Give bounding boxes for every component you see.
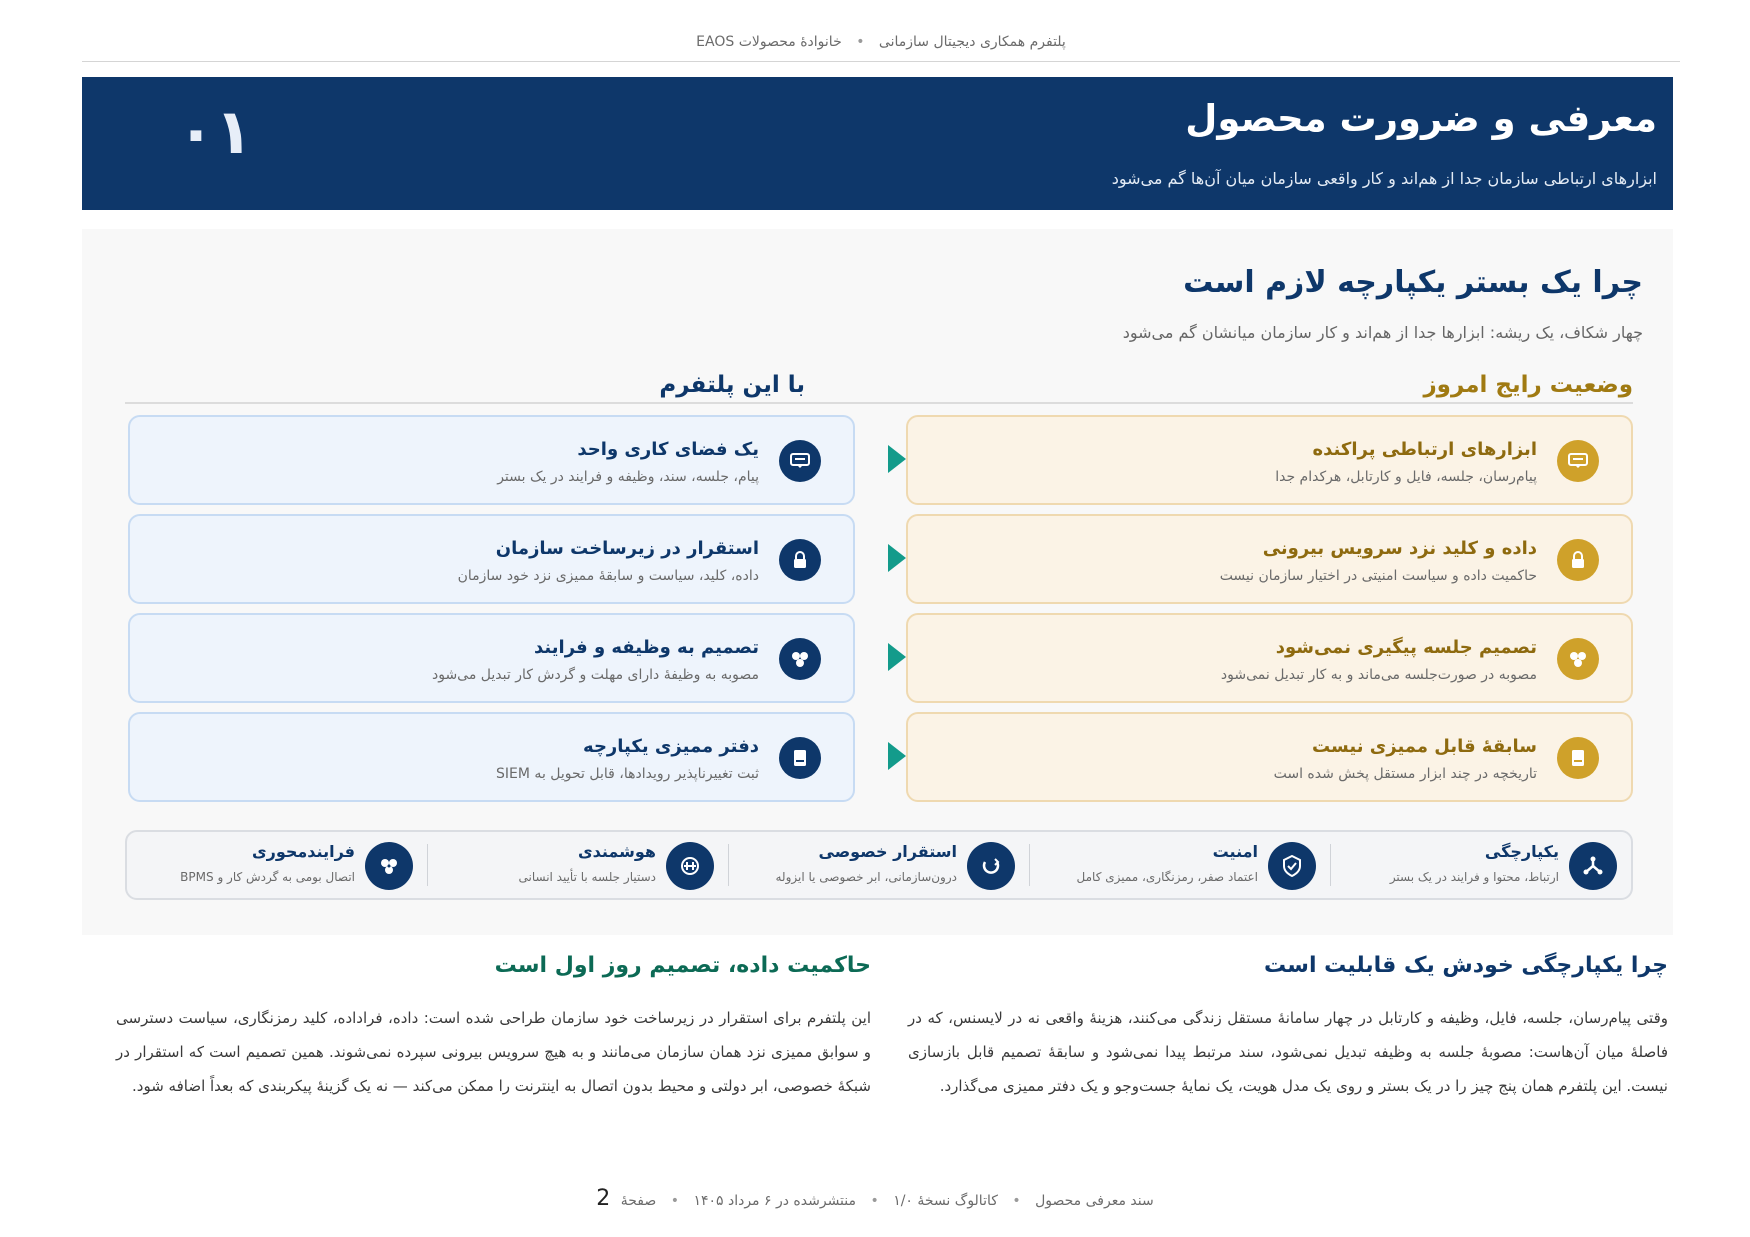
- feature-divider: [1330, 844, 1331, 886]
- row-title: تصمیم به وظیفه و فرایند: [534, 637, 759, 658]
- feature-divider: [1029, 844, 1030, 886]
- section-banner: [82, 77, 1673, 210]
- feature-desc: اعتماد صفر، رمزنگاری، ممیزی کامل: [1076, 870, 1258, 884]
- current-row: [906, 514, 1633, 604]
- process-icon: [365, 842, 413, 890]
- running-head: [82, 28, 1680, 62]
- ai-icon: [666, 842, 714, 890]
- feature-desc: دستیار جلسه با تأیید انسانی: [518, 870, 656, 884]
- platform-row: [128, 613, 855, 703]
- article-title: چرا یکپارچگی خودش یک قابلیت است: [1264, 953, 1668, 978]
- heading-divider: [125, 402, 1633, 404]
- chat-icon: [779, 440, 821, 482]
- row-desc: تاریخچه در چند ابزار مستقل پخش شده است: [1273, 766, 1537, 782]
- row-desc: مصوبه در صورت‌جلسه می‌ماند و به کار تبدیل نمی‌شود: [1220, 667, 1537, 683]
- feature-title: استقرار خصوصی: [818, 842, 957, 861]
- article-data-sovereignty: [116, 953, 871, 1103]
- feature-item: [1330, 832, 1631, 898]
- feature-divider: [427, 844, 428, 886]
- ledger-icon: [779, 737, 821, 779]
- feature-title: امنیت: [1212, 842, 1258, 861]
- page-number: 2: [596, 1186, 611, 1211]
- row-desc: پیام‌رسان، جلسه، فایل و کارتابل، هرکدام جدا: [1275, 469, 1537, 485]
- feature-strip: [125, 830, 1633, 900]
- shield-icon: [1268, 842, 1316, 890]
- article-title: حاکمیت داده، تصمیم روز اول است: [494, 953, 871, 978]
- running-head-right: خانوادهٔ محصولات EAOS: [696, 34, 842, 50]
- lock-icon: [1557, 539, 1599, 581]
- separator-dot: •: [670, 1193, 679, 1209]
- feature-desc: اتصال بومی به گردش کار و BPMS: [180, 870, 355, 884]
- separator-dot: •: [870, 1193, 879, 1209]
- feature-item: [1029, 832, 1330, 898]
- panel-subtitle: چهار شکاف، یک ریشه: ابزارها جدا از هم‌اند و کار سازمان میانشان گم می‌شود: [1122, 323, 1643, 342]
- row-title: سابقهٔ قابل ممیزی نیست: [1312, 736, 1537, 757]
- row-title: دفتر ممیزی یکپارچه: [583, 736, 759, 757]
- arrow-icon: [888, 445, 906, 473]
- current-row: [906, 613, 1633, 703]
- row-title: یک فضای کاری واحد: [577, 439, 759, 460]
- section-number: ۰۱: [177, 95, 253, 168]
- current-state-heading: وضعیت رایج امروز: [1423, 372, 1633, 398]
- separator-dot: •: [1012, 1193, 1021, 1209]
- feature-desc: ارتباط، محتوا و فرایند در یک بستر: [1389, 870, 1559, 884]
- running-head-left: پلتفرم همکاری دیجیتال سازمانی: [878, 34, 1066, 50]
- row-desc: ثبت تغییرناپذیر رویدادها، قابل تحویل به SIEM: [496, 766, 759, 782]
- feature-title: یکپارچگی: [1484, 842, 1559, 861]
- row-title: استقرار در زیرساخت سازمان: [495, 538, 759, 559]
- row-desc: مصوبه به وظیفهٔ دارای مهلت و گردش کار تبدیل می‌شود: [431, 667, 759, 683]
- article-body: این پلتفرم برای استقرار در زیرساخت خود سازمان طراحی شده است: داده، فراداده، کلید رمزنگاری، سیاست دسترسی و سوابق ممیزی نزد همان سازمان می‌مانند و به هیچ سرویس بیرونی سپرده نمی‌شوند. همین تصمیم است که استقرار در شبکهٔ خصوصی، ابر دولتی و محیط بدون اتصال به اینترنت را ممکن می‌کند — نه یک گزینهٔ پیکربندی که بعداً اضافه شود.: [116, 1009, 871, 1095]
- row-title: تصمیم جلسه پیگیری نمی‌شود: [1275, 637, 1537, 658]
- comparison-panel: [82, 229, 1673, 935]
- feature-item: [427, 832, 728, 898]
- panel-title: چرا یک بستر یکپارچه لازم است: [1183, 265, 1643, 300]
- deploy-icon: [967, 842, 1015, 890]
- feature-divider: [728, 844, 729, 886]
- footer-doc: سند معرفی محصول: [1035, 1193, 1154, 1209]
- ledger-icon: [1557, 737, 1599, 779]
- workflow-icon: [1557, 638, 1599, 680]
- feature-title: هوشمندی: [577, 842, 656, 861]
- section-subtitle: ابزارهای ارتباطی سازمان جدا از هم‌اند و کار واقعی سازمان میان آن‌ها گم می‌شود: [1111, 169, 1657, 188]
- current-row: [906, 415, 1633, 505]
- feature-desc: درون‌سازمانی، ابر خصوصی یا ایزوله: [775, 870, 957, 884]
- article-integration: [908, 953, 1668, 1103]
- page-footer: [0, 1186, 1750, 1211]
- arrow-icon: [888, 742, 906, 770]
- feature-title: فرایندمحوری: [251, 842, 355, 861]
- row-title: داده و کلید نزد سرویس بیرونی: [1262, 538, 1537, 559]
- workflow-icon: [779, 638, 821, 680]
- row-desc: حاکمیت داده و سیاست امنیتی در اختیار سازمان نیست: [1219, 568, 1537, 584]
- arrow-icon: [888, 643, 906, 671]
- row-desc: داده، کلید، سیاست و سابقهٔ ممیزی نزد خود سازمان: [457, 568, 759, 584]
- chat-icon: [1557, 440, 1599, 482]
- footer-catalog: کاتالوگ نسخهٔ ۱/۰: [893, 1193, 998, 1209]
- row-desc: پیام، جلسه، سند، وظیفه و فرایند در یک بستر: [497, 469, 759, 485]
- platform-heading: با این پلتفرم: [659, 372, 805, 398]
- row-title: ابزارهای ارتباطی پراکنده: [1312, 439, 1537, 460]
- arrow-icon: [888, 544, 906, 572]
- section-title: معرفی و ضرورت محصول: [1185, 97, 1657, 140]
- current-row: [906, 712, 1633, 802]
- feature-item: [728, 832, 1029, 898]
- footer-published: منتشرشده در ۶ مرداد ۱۴۰۵: [693, 1193, 857, 1209]
- integration-icon: [1569, 842, 1617, 890]
- separator-dot: •: [856, 34, 865, 50]
- feature-item: [126, 832, 427, 898]
- platform-row: [128, 514, 855, 604]
- article-body: وقتی پیام‌رسان، جلسه، فایل، وظیفه و کارتابل در چهار سامانهٔ مستقل زندگی می‌کنند، هزینهٔ واقعی نه در لایسنس، که در فاصلهٔ میان آن‌هاست: مصوبهٔ جلسه به وظیفه تبدیل نمی‌شود، سند مرتبط پیدا نمی‌شود و سابقهٔ تصمیم قابل بازسازی نیست. این پلتفرم همان پنج چیز را در یک بستر و روی یک مدل هویت، یک نمایهٔ جست‌وجو و یک دفتر ممیزی می‌گذارد.: [908, 1009, 1668, 1095]
- lock-icon: [779, 539, 821, 581]
- platform-row: [128, 415, 855, 505]
- platform-row: [128, 712, 855, 802]
- footer-page-label: صفحهٔ: [620, 1193, 657, 1209]
